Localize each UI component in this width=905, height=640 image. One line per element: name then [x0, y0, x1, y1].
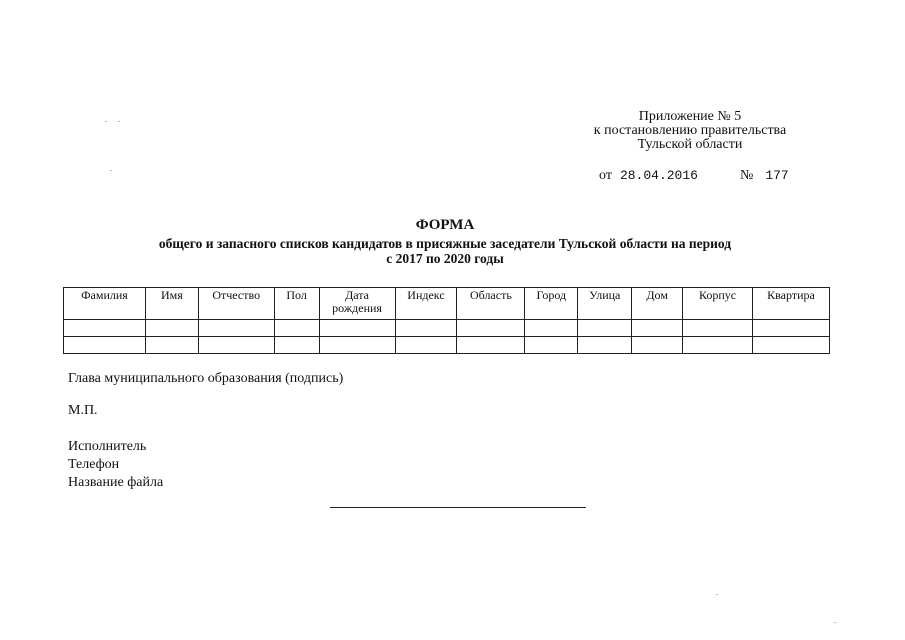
column-header-label: Город — [536, 288, 567, 302]
table-cell — [198, 337, 274, 354]
table-cell — [395, 320, 457, 337]
head-signature-label: Глава муниципального образования (подпись) — [68, 371, 344, 386]
column-header-label: Фамилия — [81, 288, 128, 302]
table-cell — [632, 337, 683, 354]
column-header-label: Имя — [160, 288, 183, 302]
table-cell — [683, 337, 753, 354]
column-header — [683, 288, 753, 320]
column-header — [525, 288, 578, 320]
column-header-label: Отчество — [212, 288, 261, 302]
column-header-label-line2: рождения — [332, 301, 382, 315]
form-title-block — [60, 218, 830, 266]
appendix-header — [560, 110, 820, 152]
table-cell — [525, 320, 578, 337]
table-cell — [145, 320, 198, 337]
column-header-label: Квартира — [767, 288, 815, 302]
scan-speck — [110, 170, 112, 171]
decree-from-label: от — [599, 168, 612, 183]
table-body — [64, 320, 830, 354]
decree-number: 177 — [765, 168, 789, 183]
scan-speck — [118, 121, 120, 122]
decree-date-line — [599, 168, 789, 184]
table-cell — [319, 337, 395, 354]
column-header — [64, 288, 146, 320]
column-header — [752, 288, 829, 320]
scan-speck — [834, 622, 836, 623]
scan-speck — [716, 594, 718, 595]
stamp-label: М.П. — [68, 403, 98, 418]
table-cell — [274, 320, 319, 337]
closing-rule — [330, 507, 586, 508]
table-cell — [578, 320, 632, 337]
column-header — [145, 288, 198, 320]
file-name-label: Название файла — [68, 475, 164, 490]
column-header-label: Улица — [589, 288, 621, 302]
form-title: ФОРМА — [415, 217, 475, 233]
table-cell — [457, 320, 525, 337]
column-header-label: Пол — [286, 288, 307, 302]
column-header — [457, 288, 525, 320]
table-cell — [64, 320, 146, 337]
column-header — [578, 288, 632, 320]
table-cell — [145, 337, 198, 354]
candidates-form-table — [63, 287, 830, 354]
table-cell — [632, 320, 683, 337]
appendix-decree-ref: к постановлению правительства — [593, 123, 787, 138]
column-header — [395, 288, 457, 320]
table-cell — [457, 337, 525, 354]
table-cell — [274, 337, 319, 354]
table-cell — [525, 337, 578, 354]
table-header-row — [64, 288, 830, 320]
appendix-number: Приложение № 5 — [638, 109, 742, 124]
decree-number-label: № — [739, 168, 754, 183]
column-header-label: Дата — [345, 288, 370, 302]
column-header — [319, 288, 395, 320]
appendix-region: Тульской области — [637, 137, 743, 152]
column-header-label: Корпус — [698, 288, 737, 302]
column-header — [632, 288, 683, 320]
form-subtitle-line2: с 2017 по 2020 годы — [386, 251, 504, 266]
table-cell — [752, 337, 829, 354]
table-cell — [198, 320, 274, 337]
table-cell — [578, 337, 632, 354]
table-cell — [683, 320, 753, 337]
table-cell — [64, 337, 146, 354]
decree-date: 28.04.2016 — [619, 168, 698, 183]
table-cell — [319, 320, 395, 337]
column-header — [198, 288, 274, 320]
executor-label: Исполнитель — [68, 439, 147, 454]
table-cell — [752, 320, 829, 337]
column-header-label: Область — [469, 288, 512, 302]
table-cell — [395, 337, 457, 354]
form-subtitle-line1: общего и запасного списков кандидатов в присяжные заседатели Тульской области на период — [158, 236, 732, 251]
scan-speck — [105, 121, 107, 122]
table-row — [64, 337, 830, 354]
column-header — [274, 288, 319, 320]
column-header-label: Дом — [646, 288, 668, 302]
phone-label: Телефон — [68, 457, 120, 472]
table-row — [64, 320, 830, 337]
column-header-label: Индекс — [407, 288, 445, 302]
